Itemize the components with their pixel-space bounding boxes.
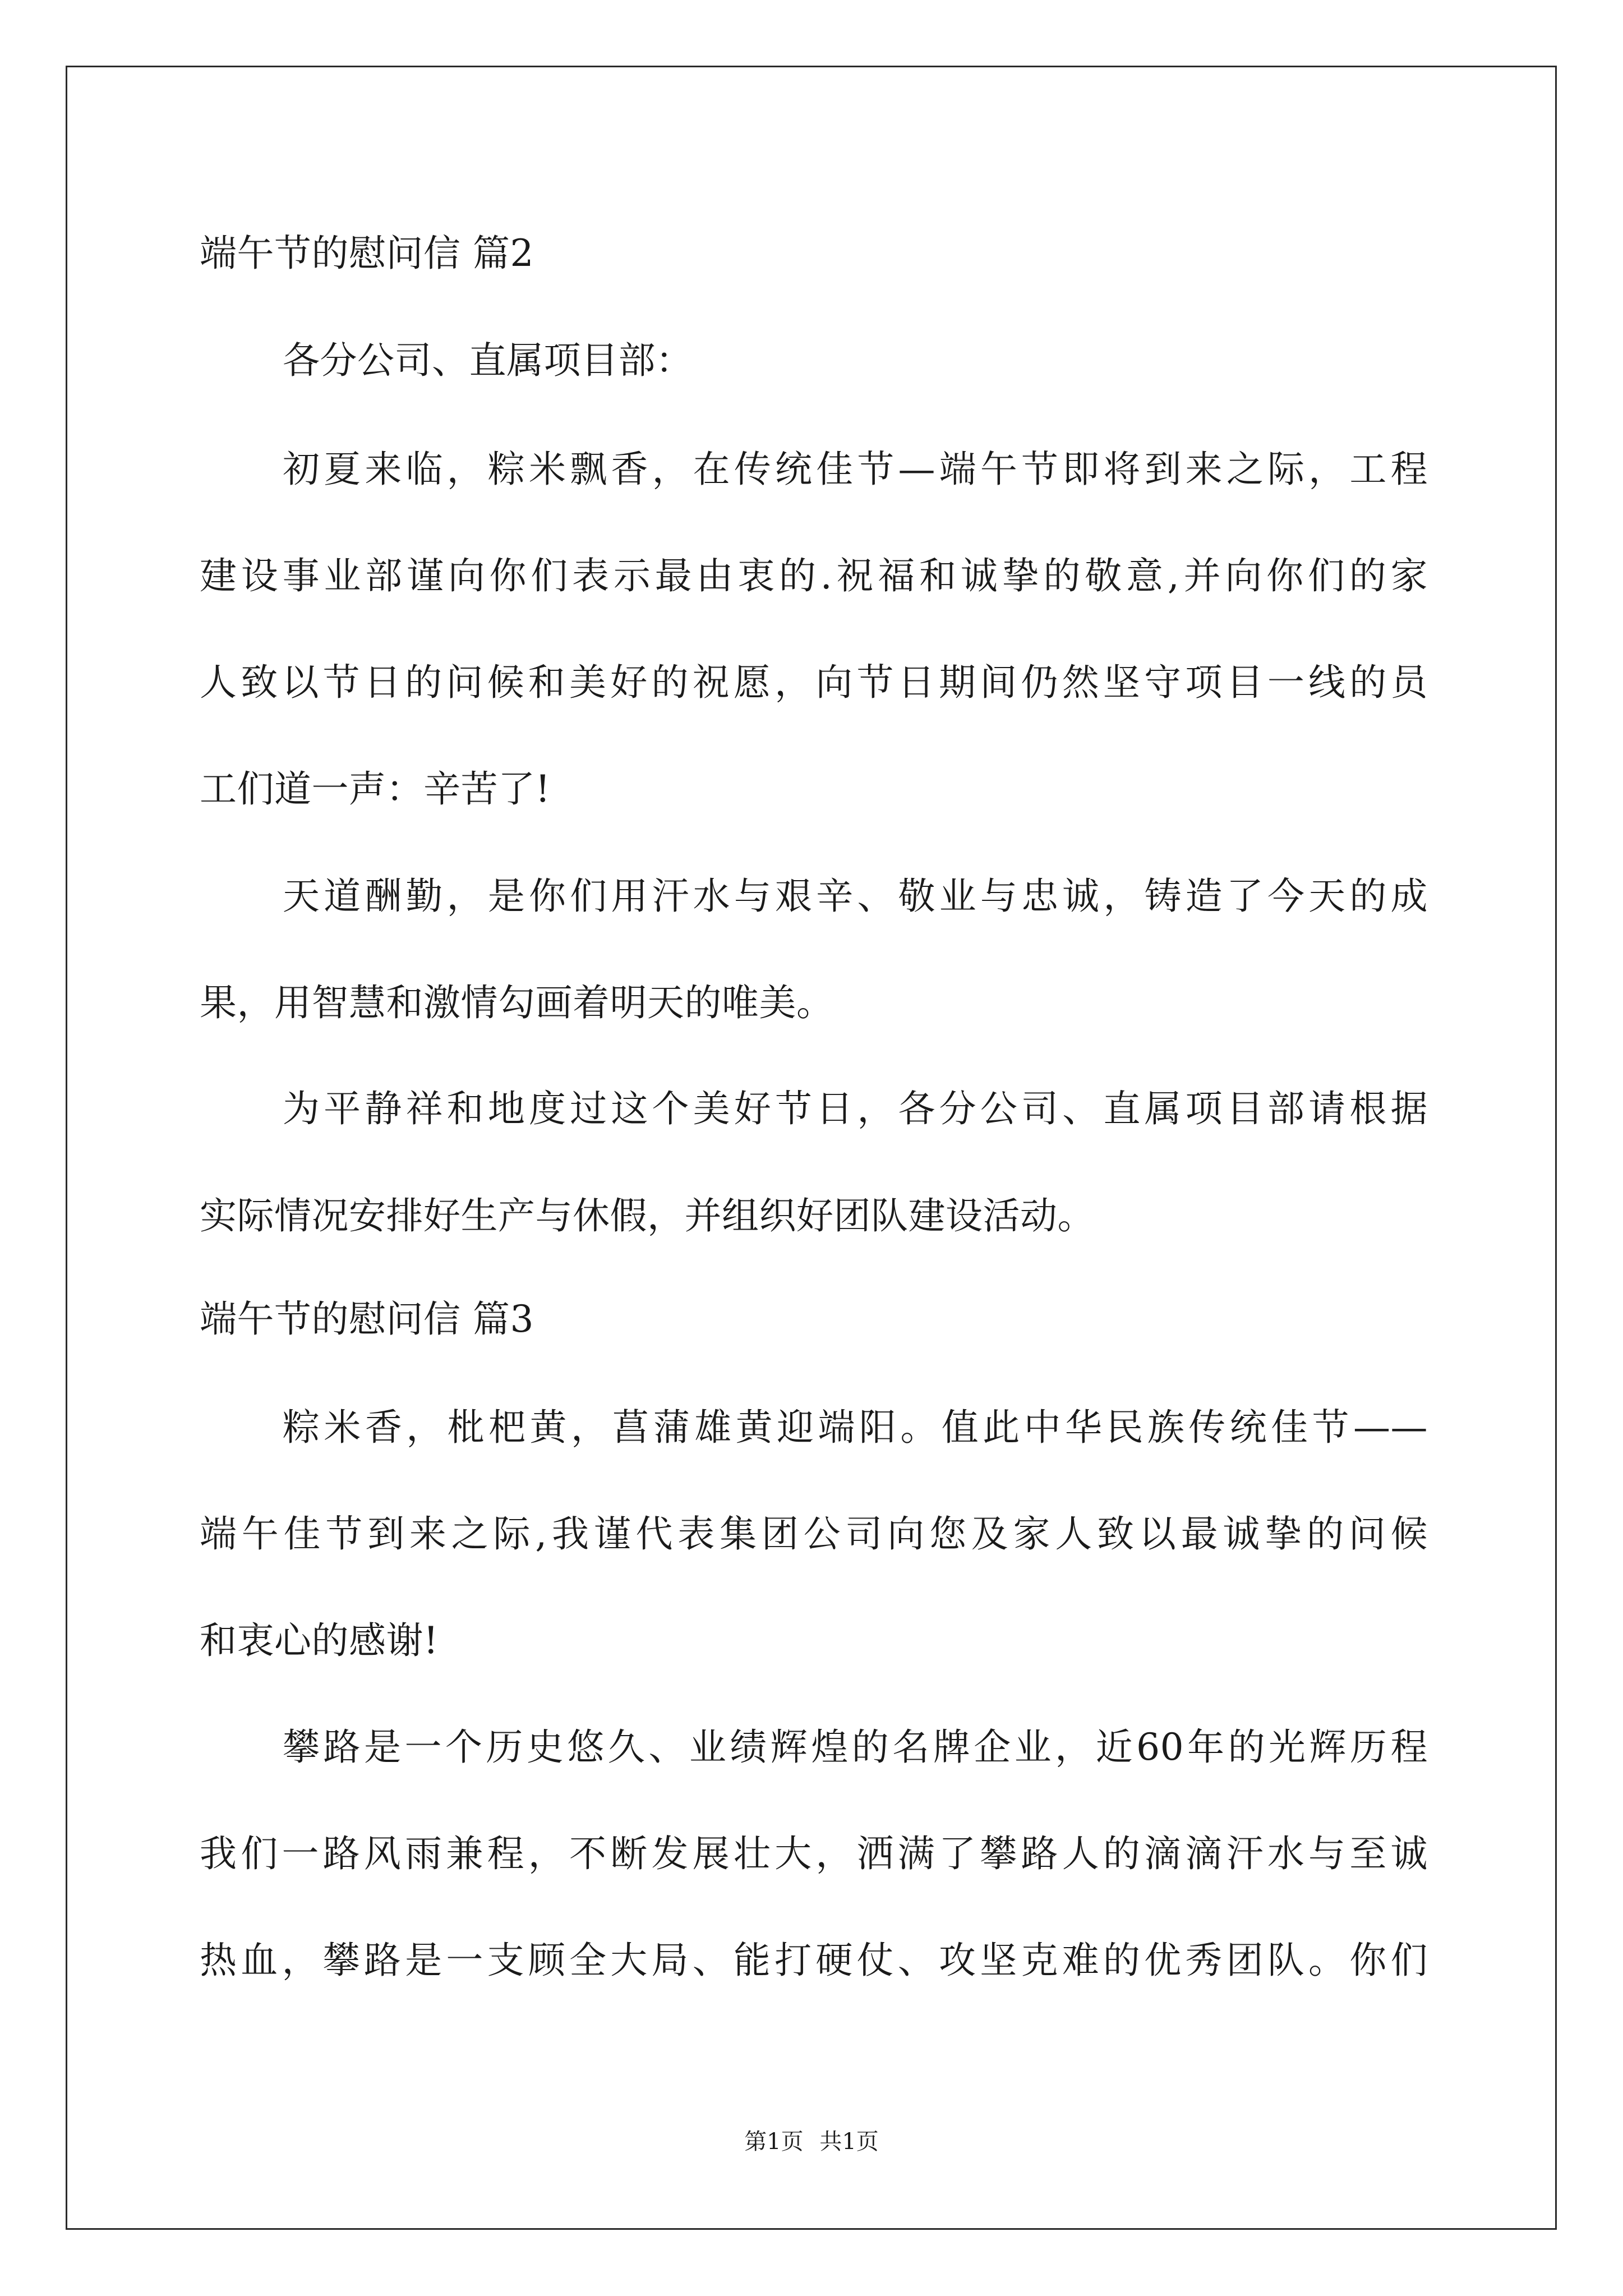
salutation: 各分公司、直属项目部： — [283, 339, 693, 382]
page-footer — [0, 2128, 1623, 2156]
paragraph-line: 我们一路风雨兼程，不断发展壮大，洒满了攀路人的滴滴汗水与至诚 — [200, 1832, 1428, 1875]
paragraph-line: 工们道一声：辛苦了! — [200, 767, 551, 811]
paragraph-line: 果，用智慧和激情勾画着明天的唯美。 — [200, 981, 834, 1024]
paragraph-line: 热血，攀路是一支顾全大局、能打硬仗、攻坚克难的优秀团队。你们 — [200, 1939, 1428, 1982]
page-number-current: 第1页 — [744, 2129, 804, 2155]
paragraph-line: 实际情况安排好生产与休假，并组织好团队建设活动。 — [200, 1194, 1095, 1237]
paragraph-line: 初夏来临，粽米飘香，在传统佳节—端午节即将到来之际，工程 — [283, 448, 1428, 491]
paragraph-line: 和衷心的感谢! — [200, 1619, 439, 1662]
paragraph-line: 天道酬勤，是你们用汗水与艰辛、敬业与忠诚，铸造了今天的成 — [283, 875, 1428, 918]
paragraph-line: 为平静祥和地度过这个美好节日，各分公司、直属项目部请根据 — [283, 1087, 1428, 1130]
section-heading-2: 端午节的慰问信 篇2 — [200, 232, 534, 275]
paragraph-line: 端午佳节到来之际,我谨代表集团公司向您及家人致以最诚挚的问候 — [200, 1512, 1428, 1556]
paragraph-line: 攀路是一个历史悠久、业绩辉煌的名牌企业，近60年的光辉历程 — [283, 1726, 1428, 1769]
paragraph-line: 人致以节日的问候和美好的祝愿，向节日期间仍然坚守项目一线的员 — [200, 661, 1428, 704]
page-number-total: 共1页 — [819, 2129, 879, 2155]
paragraph-line: 粽米香，枇杷黄，菖蒲雄黄迎端阳。值此中华民族传统佳节—— — [283, 1406, 1428, 1449]
paragraph-line: 建设事业部谨向你们表示最由衷的.祝福和诚挚的敬意,并向你们的家 — [200, 554, 1428, 597]
page-border — [66, 66, 1557, 2230]
section-heading-3: 端午节的慰问信 篇3 — [200, 1297, 534, 1341]
